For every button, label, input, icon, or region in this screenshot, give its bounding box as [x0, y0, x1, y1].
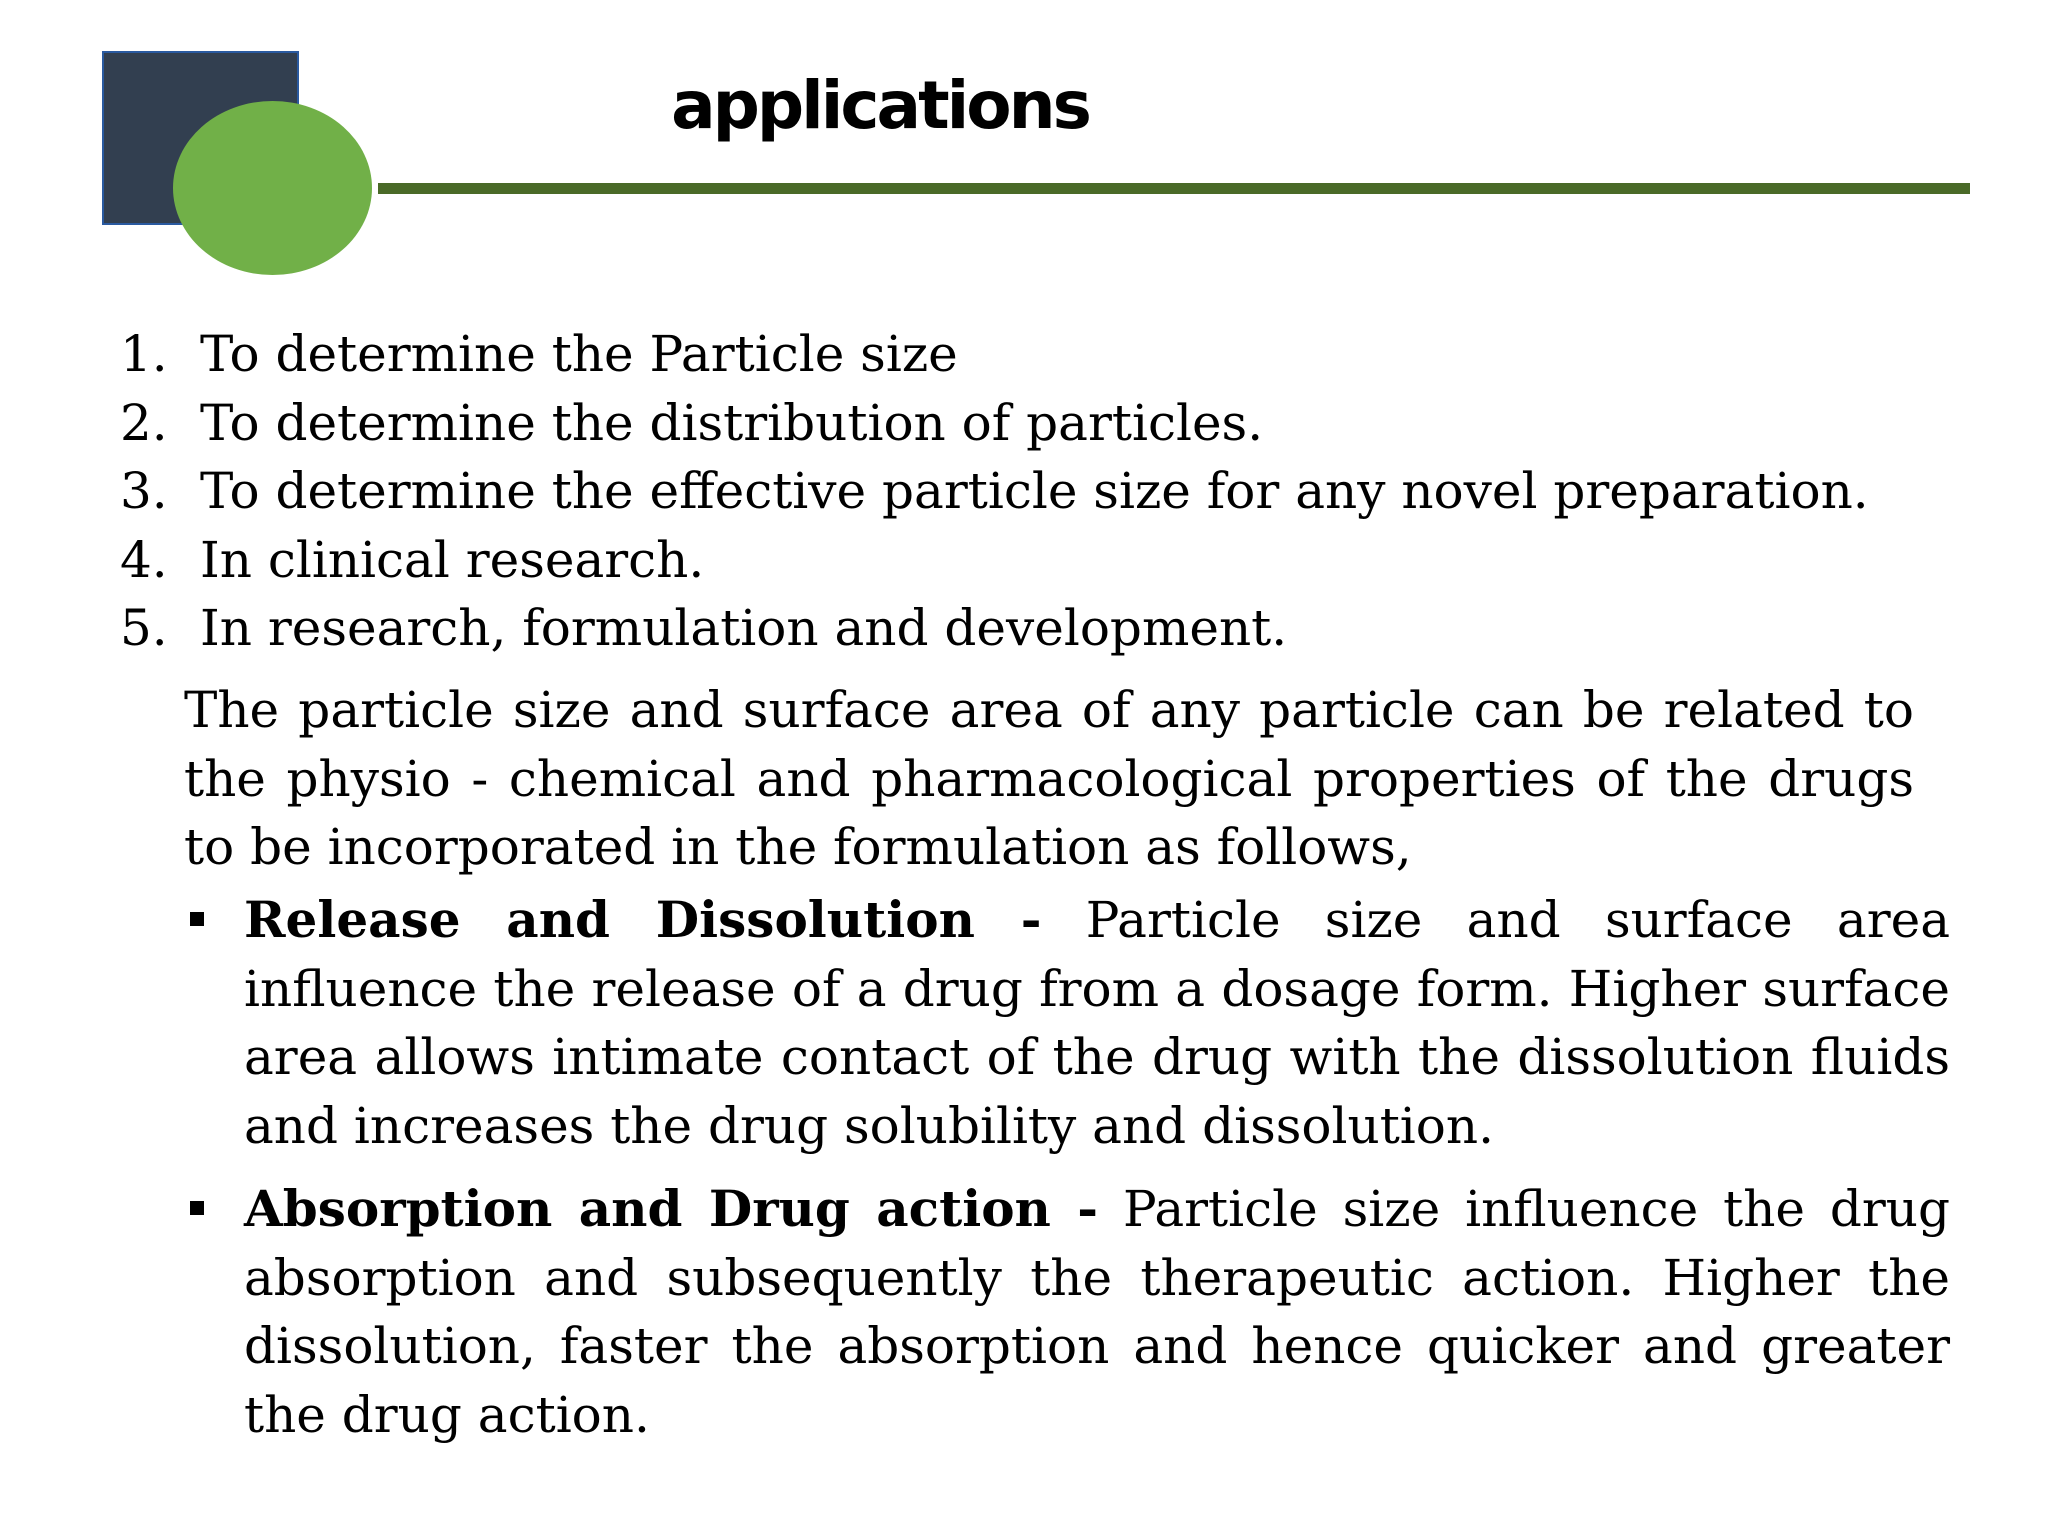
bullet-item-absorption-drug-action: [184, 1175, 1950, 1449]
list-item-number: 2.: [120, 393, 168, 452]
list-item-number: 1.: [120, 325, 168, 383]
decorative-circle: [173, 101, 372, 275]
square-bullet-icon: [190, 912, 204, 926]
bullet-list-absorption: [184, 1175, 1950, 1449]
list-item-text: In research, formulation and development.: [200, 599, 1288, 657]
list-item-number: 3.: [120, 462, 168, 520]
list-item-text: To determine the Particle size: [200, 325, 958, 383]
bullet-text: Particle size and surface area influence the release of a drug from a dosage form. Higher surface area allows intimate contact of the drug with the dissolution fluids and increases the drug solubility and dissolution.: [244, 891, 1950, 1155]
applications-list: [120, 320, 2000, 663]
bullet-heading: Absorption and Drug action -: [244, 1179, 1099, 1238]
list-item-text: To determine the distribution of particles.: [200, 393, 1264, 452]
bullet-heading: Release and Dissolution -: [244, 890, 1042, 949]
list-item: [120, 526, 2000, 595]
list-item: [120, 320, 2000, 389]
list-item-number: 5.: [120, 599, 168, 657]
list-item: [120, 389, 2000, 458]
list-item: [120, 594, 2000, 663]
bullet-text: Particle size influence the drug absorption and subsequently the therapeutic action. Higher the dissolution, faster the absorption and hence quicker and greater the drug action.: [244, 1180, 1950, 1444]
list-item: [120, 457, 2000, 526]
title-underline: [378, 183, 1970, 194]
list-item-number: 4.: [120, 530, 168, 589]
bullet-item-release-dissolution: [184, 886, 1950, 1160]
bullet-list-release: [184, 886, 1950, 1160]
list-item-text: In clinical research.: [200, 530, 705, 589]
slide-title: applications: [671, 67, 1089, 144]
square-bullet-icon: [190, 1201, 204, 1215]
intro-paragraph: The particle size and surface area of any particle can be related to the physio - chemical and pharmacological properties of the drugs to be incorporated in the formulation as follows,: [184, 681, 1914, 876]
list-item-text: To determine the effective particle size for any novel preparation.: [200, 462, 1869, 520]
